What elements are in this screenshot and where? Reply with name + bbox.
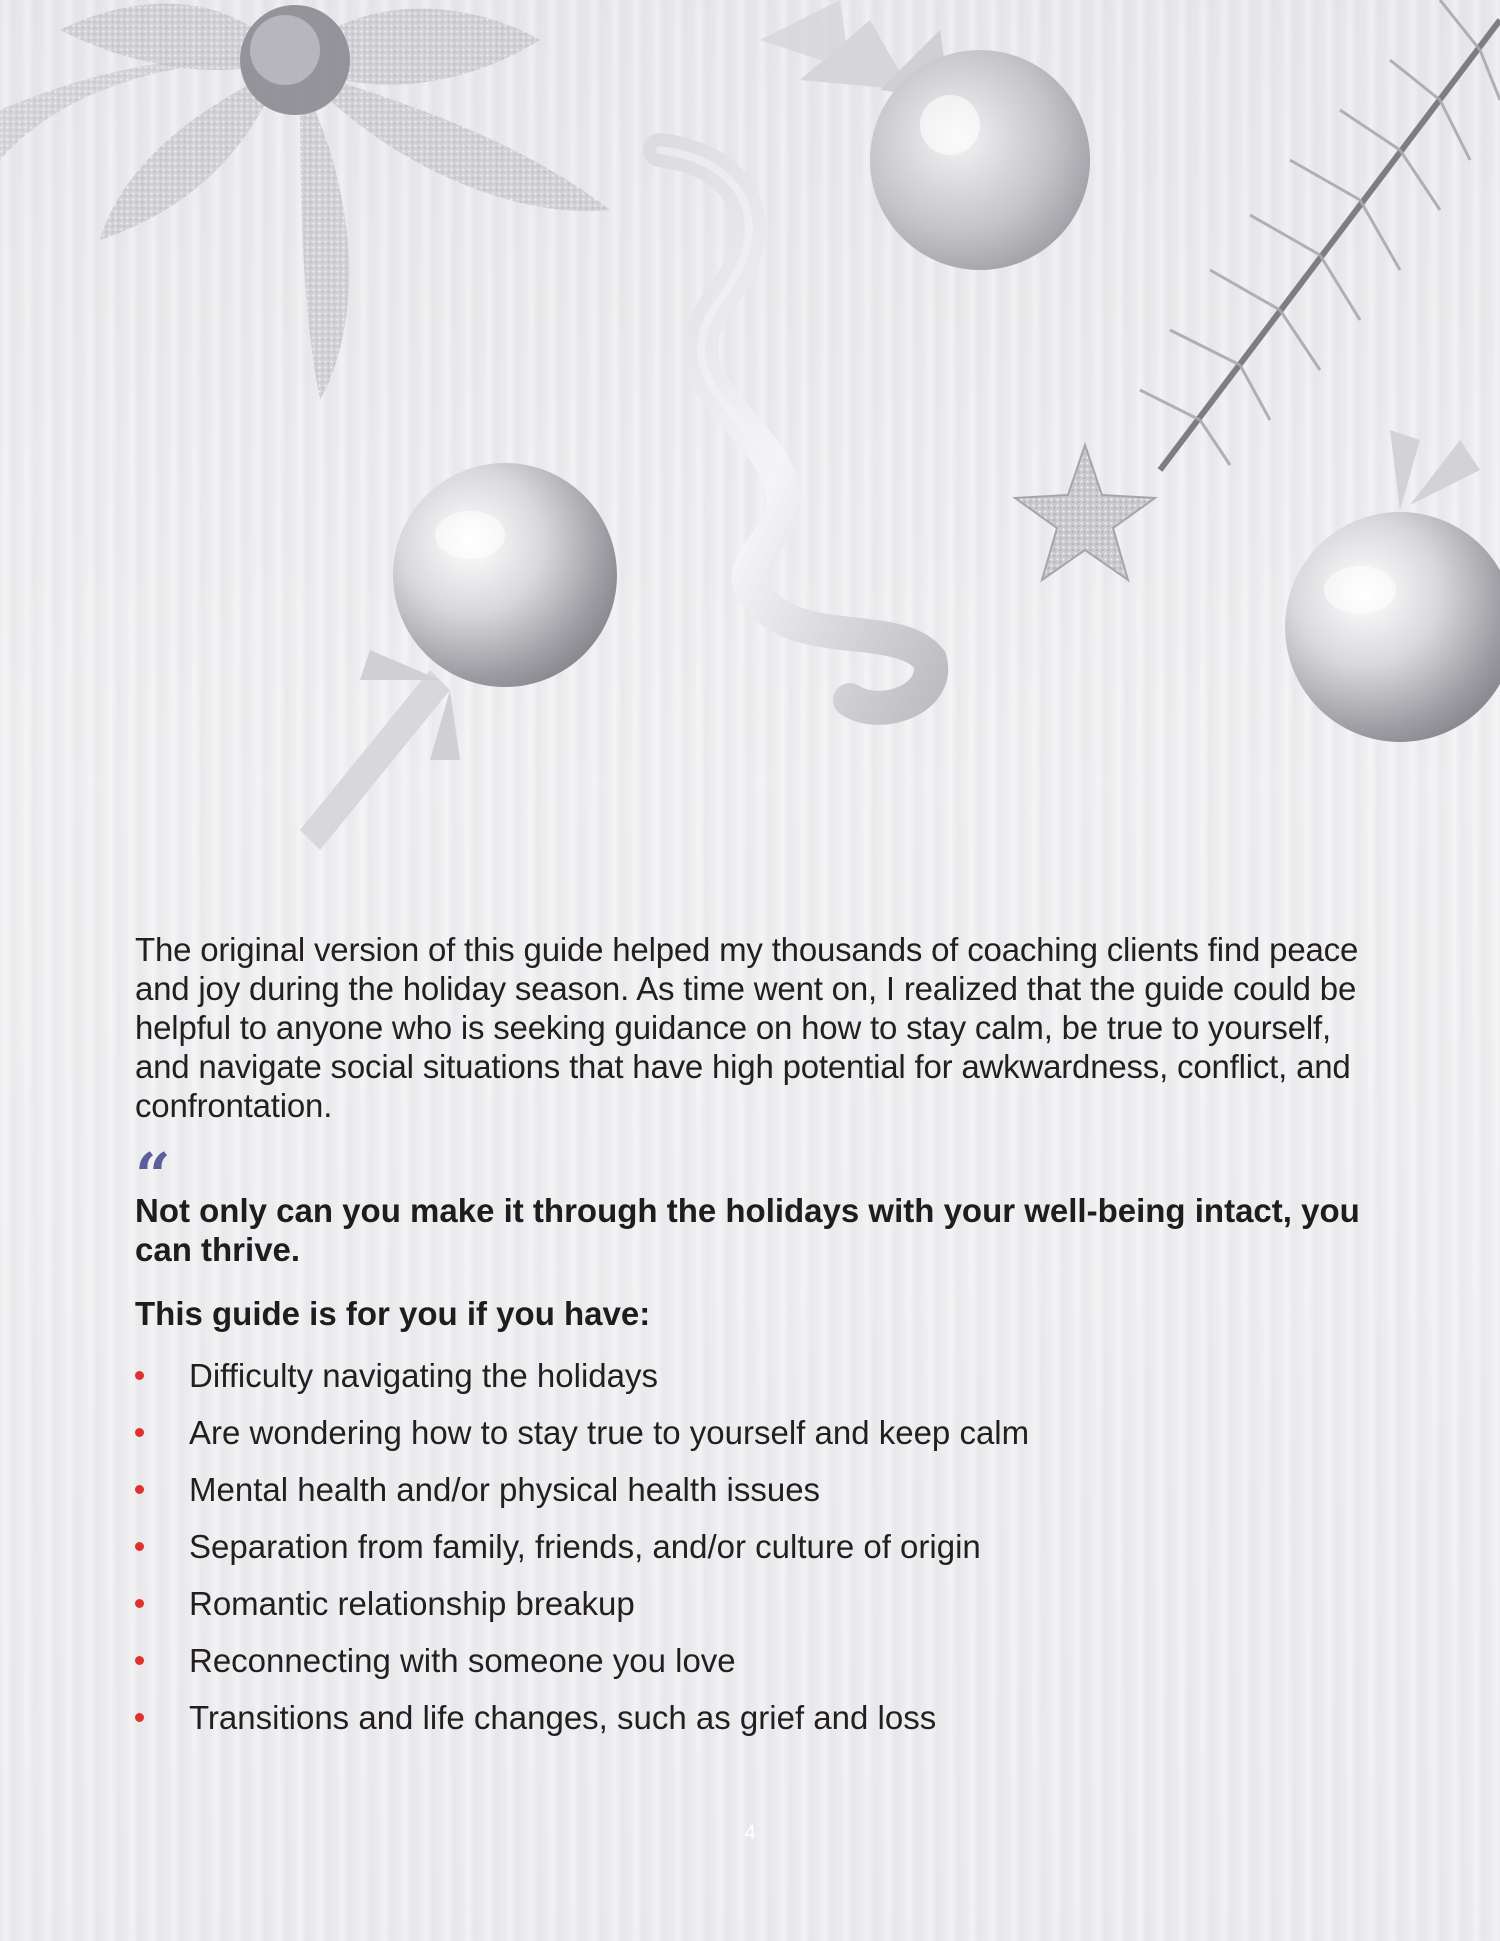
list-item-text: Romantic relationship breakup bbox=[189, 1585, 635, 1622]
list-item bbox=[135, 1356, 1375, 1396]
pull-quote: Not only can you make it through the holidays with your well-being intact, you can thrive. bbox=[135, 1192, 1360, 1268]
poinsettia-decoration bbox=[0, 4, 610, 400]
bullet-icon bbox=[135, 1485, 144, 1494]
bullet-icon bbox=[135, 1656, 144, 1665]
bullet-icon bbox=[135, 1713, 144, 1722]
silver-christmas-decorations-image bbox=[0, 0, 1500, 880]
glitter-ornament-top bbox=[760, 0, 1090, 270]
bullet-icon bbox=[135, 1542, 144, 1551]
glitter-star bbox=[1015, 445, 1155, 580]
silver-ornament-middle bbox=[300, 463, 617, 850]
list-item-text: Separation from family, friends, and/or culture of origin bbox=[189, 1528, 981, 1565]
list-item-text: Are wondering how to stay true to yourself and keep calm bbox=[189, 1414, 1030, 1451]
list-item-text: Difficulty navigating the holidays bbox=[189, 1357, 658, 1394]
list-item-text: Mental health and/or physical health issues bbox=[189, 1471, 821, 1508]
list-item-text: Transitions and life changes, such as grief and loss bbox=[189, 1699, 937, 1736]
list-item bbox=[135, 1698, 1375, 1738]
intro-paragraph: The original version of this guide helped my thousands of coaching clients find peace and joy during the holiday season. As time went on, I realized that the guide could be helpful to anyone who is seeking guidance on how to stay calm, be true to yourself, and navigate social situations that have high potential for awkwardness, conflict, and confrontation. bbox=[135, 931, 1359, 1124]
list-item bbox=[135, 1413, 1375, 1453]
bullet-icon bbox=[135, 1599, 144, 1608]
quote-mark-icon: “ bbox=[135, 1139, 171, 1212]
bullet-icon bbox=[135, 1428, 144, 1437]
list-item bbox=[135, 1641, 1375, 1681]
list-item-text: Reconnecting with someone you love bbox=[189, 1642, 736, 1679]
list-item bbox=[135, 1470, 1375, 1510]
audience-list bbox=[135, 1356, 1375, 1738]
ribbon-curl bbox=[660, 150, 931, 708]
content bbox=[135, 930, 1375, 1755]
pine-branch bbox=[1140, 0, 1500, 470]
list-item bbox=[135, 1527, 1375, 1567]
page-number: 4 bbox=[744, 1822, 756, 1844]
list-heading: This guide is for you if you have: bbox=[135, 1295, 651, 1332]
list-item bbox=[135, 1584, 1375, 1624]
silver-ornament-right bbox=[1285, 430, 1500, 742]
bullet-icon bbox=[135, 1371, 144, 1380]
